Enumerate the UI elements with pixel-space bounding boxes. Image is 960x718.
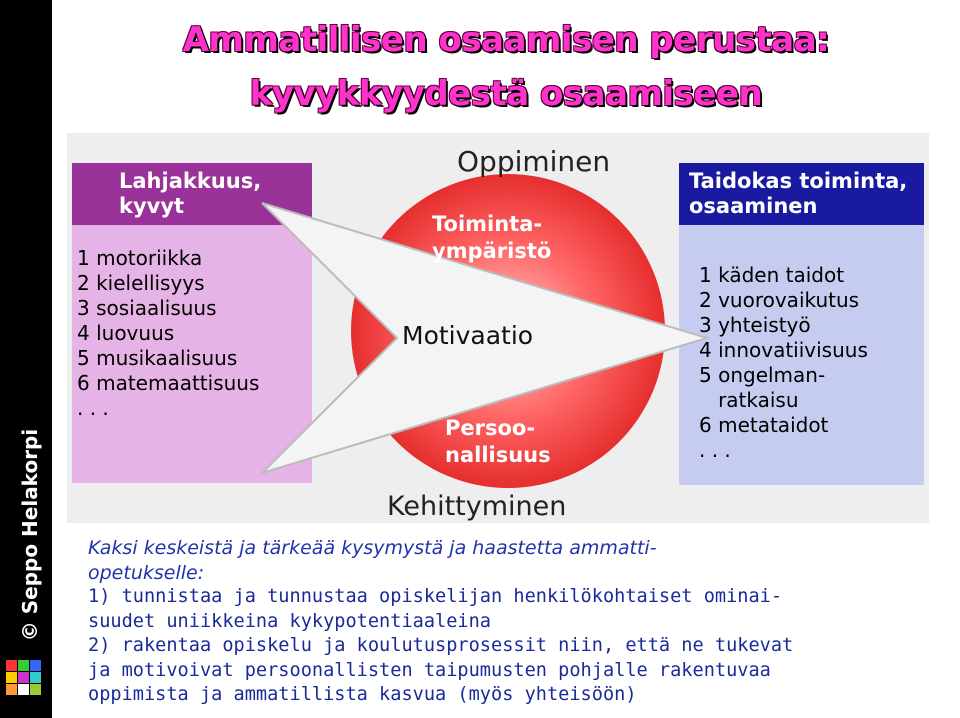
bottom-label: Kehittyminen [387, 491, 567, 522]
left-header [119, 169, 261, 219]
side-bar [0, 0, 52, 718]
center-top-label [432, 211, 551, 265]
center-middle-label: Motivaatio [402, 321, 534, 350]
right-item: 2 vuorovaikutus [699, 288, 860, 312]
right-item: 6 metataidot [699, 413, 829, 437]
cube-logo-icon [6, 660, 44, 698]
left-item: . . . [77, 396, 109, 420]
center-bottom-line-1: Persoo- [445, 416, 536, 440]
right-item: ratkaisu [699, 388, 799, 412]
top-label: Oppiminen [457, 145, 611, 178]
body-text [88, 536, 948, 708]
left-item: 2 kielellisyys [77, 271, 205, 295]
text-line-7: oppimista ja ammatillista kasvua (myös yhteisöön) [88, 684, 637, 705]
left-header-line-1: Lahjakkuus, [119, 169, 262, 193]
right-header-line-2: osaaminen [689, 194, 818, 218]
intro-line-1: Kaksi keskeistä ja tärkeää kysymystä ja haastetta ammatti- [88, 537, 657, 559]
right-item: 3 yhteistyö [699, 313, 811, 337]
right-header [689, 169, 907, 219]
left-header-line-2: kyvyt [119, 194, 185, 218]
left-item: 6 matemaattisuus [77, 371, 260, 395]
right-header-line-1: Taidokas toiminta, [689, 169, 908, 193]
title-line-2: kyvykkyydestä osaamiseen [249, 74, 763, 114]
right-item: 4 innovatiivisuus [699, 338, 868, 362]
left-item: 1 motoriikka [77, 246, 203, 270]
center-top-line-2: ympäristö [432, 239, 552, 263]
center-bottom-line-2: nallisuus [445, 443, 551, 467]
left-item: 4 luovuus [77, 321, 175, 345]
right-item: 1 käden taidot [699, 263, 845, 287]
left-item: 3 sosiaalisuus [77, 296, 217, 320]
right-item: . . . [699, 438, 731, 462]
left-list [77, 246, 259, 421]
center-top-line-1: Toiminta- [432, 212, 543, 236]
text-line-5: 2) rakentaa opiskelu ja koulutusprosessit niin, että ne tukevat [88, 635, 794, 656]
intro-line-2: opetukselle: [88, 561, 205, 584]
text-line-3: 1) tunnistaa ja tunnustaa opiskelijan henkilökohtaiset ominai- [88, 586, 783, 607]
copyright-label: © Seppo Helakorpi [18, 428, 42, 642]
center-bottom-label [445, 415, 551, 469]
text-line-4: suudet uniikkeina kykypotentiaaleina [88, 610, 491, 632]
title-line-1: Ammatillisen osaamisen perustaa: [182, 20, 830, 60]
slide [52, 0, 960, 718]
text-line-6: ja motivoivat persoonallisten taipumusten pohjalle rakentuvaa [88, 659, 771, 681]
left-item: 5 musikaalisuus [77, 346, 238, 370]
diagram [67, 133, 929, 523]
right-item: 5 ongelman- [699, 363, 826, 387]
right-list [699, 263, 868, 463]
